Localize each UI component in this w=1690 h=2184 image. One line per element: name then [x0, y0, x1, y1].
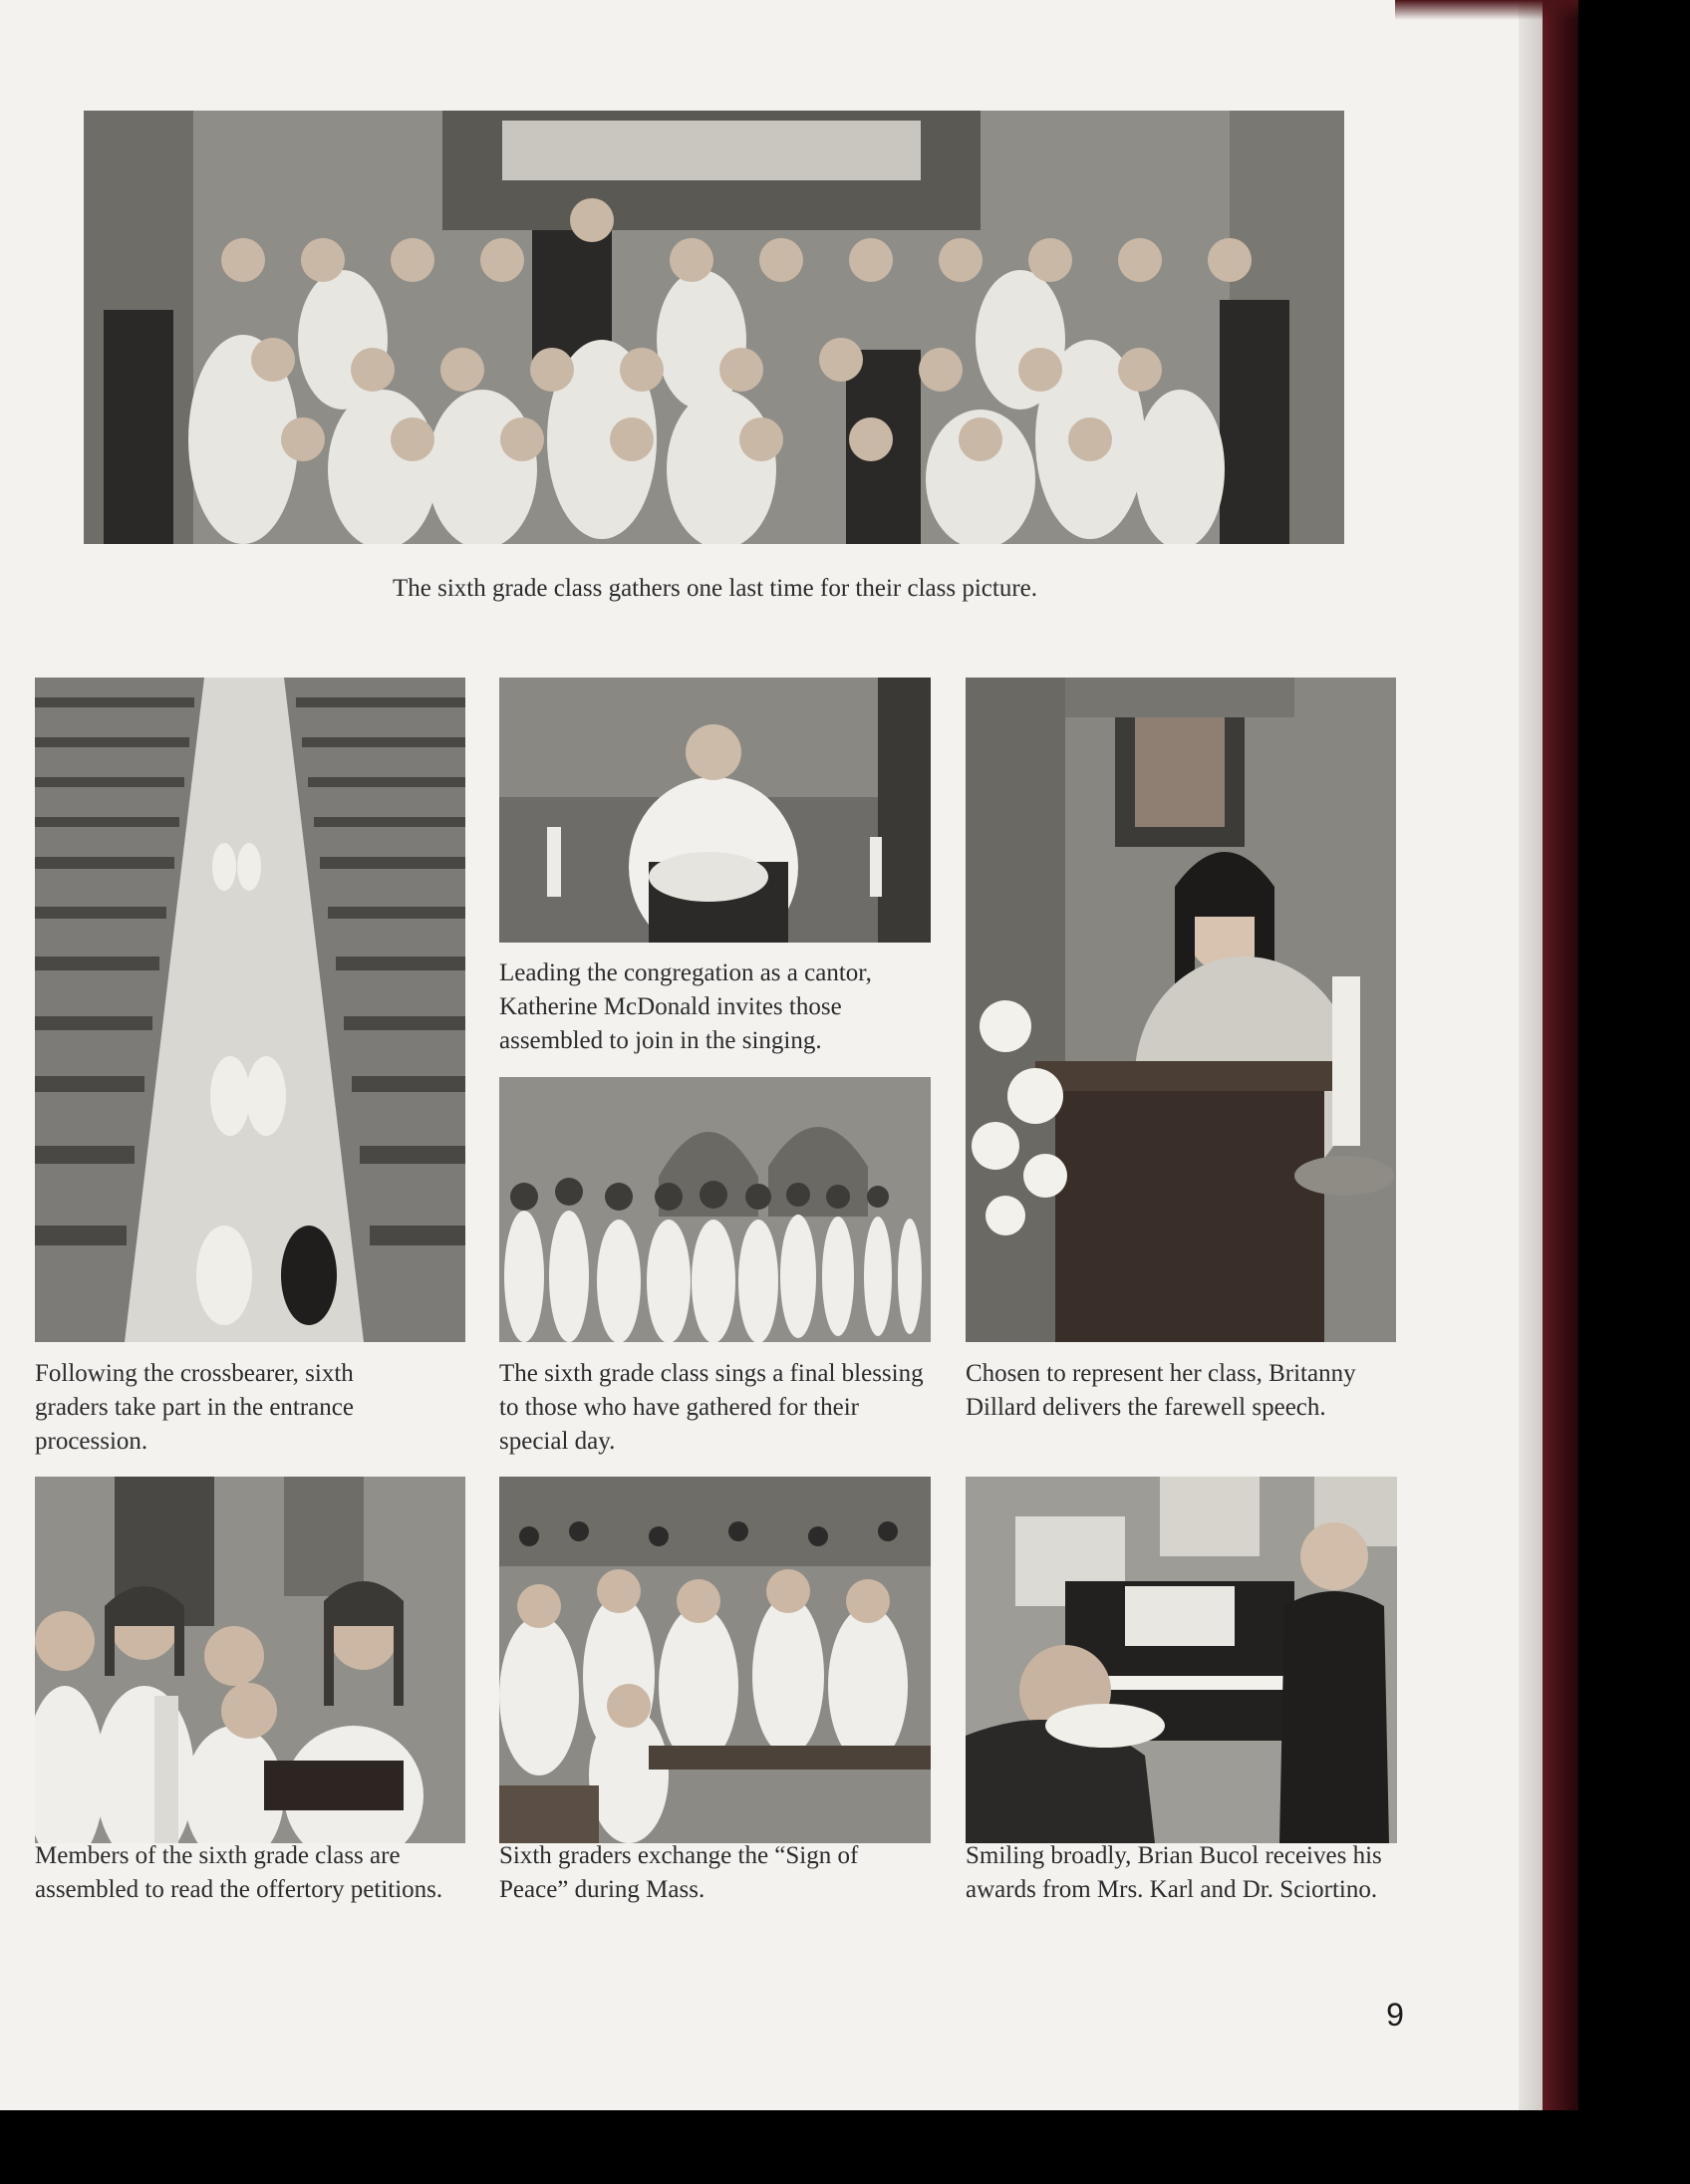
- procession-caption: Following the crossbearer, sixth graders take part in the entrance procession.: [35, 1360, 354, 1455]
- page-edge-shadow: [1519, 0, 1543, 2110]
- book-cover-edge: [1543, 0, 1578, 2110]
- awards-caption: Smiling broadly, Brian Bucol receives his awards from Mrs. Karl and Dr. Sciortino.: [966, 1842, 1382, 1903]
- final-blessing-caption: The sixth grade class sings a final blessing to those who have gathered for their special day.: [499, 1360, 924, 1455]
- book-cover-top: [1395, 0, 1578, 20]
- farewell-speech-photo-art: [966, 678, 1396, 1342]
- sign-of-peace-photo-art: [499, 1477, 931, 1843]
- cantor-photo-art: [499, 678, 931, 943]
- cantor-photo: [499, 678, 931, 943]
- offertory-photo-art: [35, 1477, 465, 1843]
- class-group-photo-art: [84, 111, 1344, 544]
- farewell-speech-caption: Chosen to represent her class, Britanny Dillard delivers the farewell speech.: [966, 1360, 1356, 1421]
- final-blessing-photo-art: [499, 1077, 931, 1342]
- offertory-caption: Members of the sixth grade class are assembled to read the offertory petitions.: [35, 1842, 443, 1903]
- sign-of-peace-caption: Sixth graders exchange the “Sign of Peace” during Mass.: [499, 1842, 859, 1903]
- awards-photo-art: [966, 1477, 1397, 1843]
- class-picture-caption: The sixth grade class gathers one last time for their class picture.: [392, 575, 1037, 602]
- offertory-photo: [35, 1477, 465, 1843]
- sign-of-peace-photo: [499, 1477, 931, 1843]
- page-number: 9: [1386, 1997, 1404, 2033]
- procession-photo: [35, 678, 465, 1342]
- awards-photo: [966, 1477, 1397, 1843]
- cantor-caption: Leading the congregation as a cantor, Katherine McDonald invites those assembled to join in the singing.: [499, 959, 872, 1054]
- procession-photo-art: [35, 678, 465, 1342]
- final-blessing-photo: [499, 1077, 931, 1342]
- scan-background: [0, 2110, 1690, 2184]
- farewell-speech-photo: [966, 678, 1396, 1342]
- class-group-photo: [84, 111, 1344, 544]
